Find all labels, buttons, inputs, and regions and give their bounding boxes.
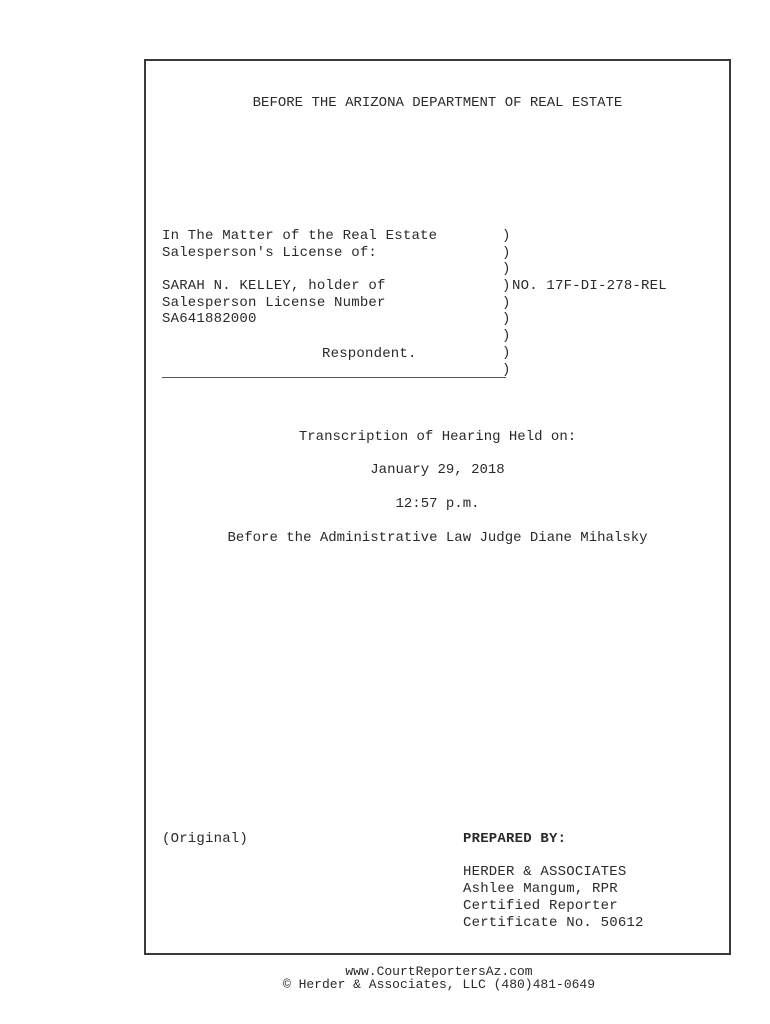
- hearing-judge: Before the Administrative Law Judge Diane Mihalsky: [227, 530, 648, 546]
- caption-paren: ): [502, 244, 511, 261]
- caption-respondent-label: Respondent.: [322, 346, 417, 362]
- reporter-name: Ashlee Mangum, RPR: [463, 881, 618, 897]
- caption-rule: [162, 377, 506, 378]
- reporter-title: Certified Reporter: [463, 898, 618, 914]
- caption-paren: ): [502, 344, 511, 361]
- footer-copyright: © Herder & Associates, LLC (480)481-0649: [282, 977, 596, 992]
- hearing-intro: Transcription of Hearing Held on:: [298, 429, 577, 445]
- caption-paren: ): [502, 261, 511, 277]
- caption-line-2: Salesperson's License of:: [162, 244, 378, 261]
- caption-paren: ): [502, 311, 511, 327]
- caption-line-1: In The Matter of the Real Estate: [162, 228, 438, 244]
- hearing-date: January 29, 2018: [370, 462, 505, 478]
- caption-paren: ): [502, 278, 511, 294]
- caption-paren: ): [502, 328, 511, 344]
- prepared-by-label: PREPARED BY:: [463, 831, 567, 847]
- caption-paren: ): [502, 294, 511, 311]
- caption-paren: ): [502, 228, 511, 244]
- document-title: BEFORE THE ARIZONA DEPARTMENT OF REAL ESTATE: [252, 95, 623, 111]
- reporter-firm: HERDER & ASSOCIATES: [463, 864, 627, 880]
- caption-line-respondent-name: SARAH N. KELLEY, holder of: [162, 278, 386, 294]
- case-number: NO. 17F-DI-278-REL: [512, 278, 667, 294]
- caption-paren: ): [502, 362, 511, 378]
- caption-line-license: Salesperson License Number: [162, 294, 386, 311]
- original-label: (Original): [162, 831, 249, 847]
- reporter-certificate: Certificate No. 50612: [463, 915, 644, 931]
- hearing-time: 12:57 p.m.: [395, 496, 480, 512]
- footer-website: www.CourtReportersAz.com: [345, 964, 533, 979]
- caption-line-license-number: SA641882000: [162, 311, 257, 327]
